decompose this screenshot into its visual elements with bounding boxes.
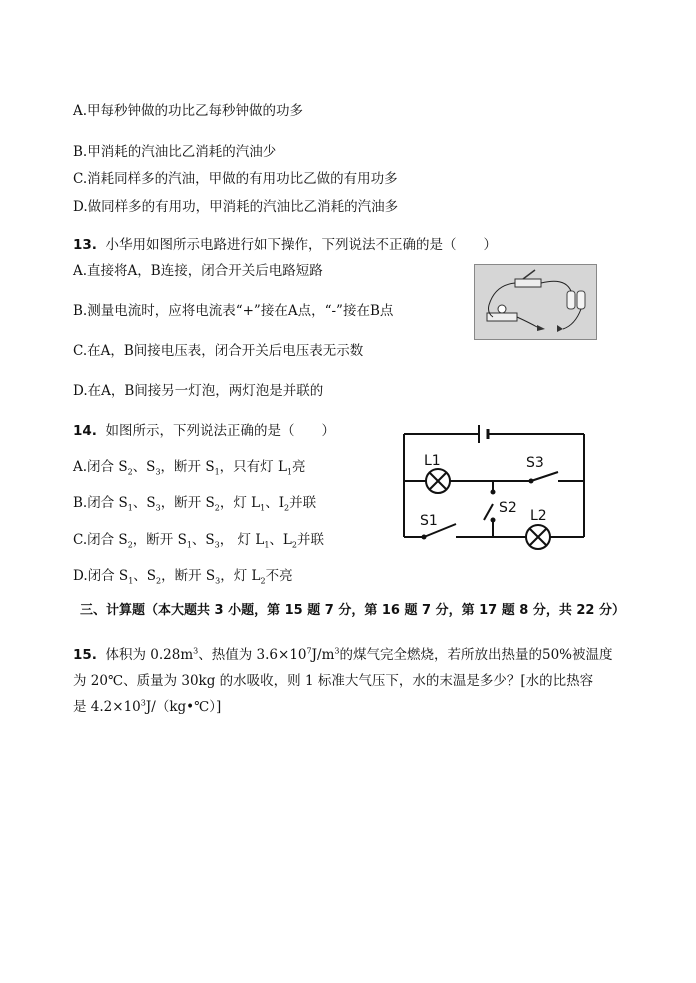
q13-number: 13. bbox=[73, 237, 97, 253]
q13-stem bbox=[73, 236, 497, 254]
q12-option-c: C.消耗同样多的汽油，甲做的有用功比乙做的有用功多 bbox=[73, 171, 398, 187]
q15-number: 15. bbox=[73, 647, 97, 663]
label-l1: L1 bbox=[424, 453, 441, 469]
q14-stem-text: 如图所示，下列说法正确的是（ ） bbox=[105, 423, 336, 439]
q14-option-a: A.闭合 $S_2$、$S_3$，断开 $S_1$，只有灯 $L_1$亮 bbox=[73, 459, 306, 477]
q14-circuit-diagram bbox=[396, 420, 592, 560]
q14-stem bbox=[73, 422, 335, 440]
q15-line-1: 15. 体积为 $0.28m^3$、热值为 $3.6\times 10^7J/m^3$的煤气完全燃烧，若所放出热量的50%被温度 bbox=[73, 646, 613, 663]
label-s2: S2 bbox=[499, 500, 517, 516]
q13-circuit-photo bbox=[474, 264, 597, 340]
q14-option-d: D.闭合 $S_1$、$S_2$，断开 $S_3$，灯 $L_2$不亮 bbox=[73, 568, 293, 586]
lamp-l2 bbox=[526, 525, 550, 549]
q13-stem-text: 小华用如图所示电路进行如下操作，下列说法不正确的是（ ） bbox=[105, 237, 498, 253]
switch-s2-blade bbox=[484, 504, 493, 520]
q14-option-c: C.闭合 $S_2$，断开 $S_1$、$S_3$， 灯 $L_1$、$L_2$并联 bbox=[73, 532, 324, 550]
q12-option-a: A.甲每秒钟做的功比乙每秒钟做的功多 bbox=[73, 103, 304, 119]
q13-option-c: C.在A，B间接电压表，闭合开关后电压表无示数 bbox=[73, 343, 364, 359]
q12-option-b: B.甲消耗的汽油比乙消耗的汽油少 bbox=[73, 144, 277, 160]
q15-line-2: 为 20℃、质量为 30kg 的水吸收，则 1 标准大气压下，水的末温是多少？[水的比热容 bbox=[73, 673, 594, 689]
q13-option-d: D.在A，B间接另一灯泡，两灯泡是并联的 bbox=[73, 383, 324, 399]
q12-option-d: D.做同样多的有用功，甲消耗的汽油比乙消耗的汽油多 bbox=[73, 199, 399, 215]
q14-number: 14. bbox=[73, 423, 97, 439]
q15-line-3: 是 $4.2\times 10^3J/(kg•℃)$] bbox=[73, 698, 222, 715]
q13-option-a: A.直接将A，B连接，闭合开关后电路短路 bbox=[73, 263, 323, 279]
label-s1: S1 bbox=[420, 513, 438, 529]
circuit-photo-image bbox=[475, 265, 596, 339]
section-3-heading: 三、计算题（本大题共 3 小题，第 15 题 7 分，第 16 题 7 分，第 17 题 8 分，共 22 分） bbox=[80, 603, 625, 618]
label-s3: S3 bbox=[526, 455, 544, 471]
switch-s3-blade bbox=[531, 472, 558, 481]
label-l2: L2 bbox=[530, 508, 547, 524]
lamp-l1 bbox=[426, 469, 450, 493]
q13-option-b: B.测量电流时，应将电流表“+”接在A点，“-”接在B点 bbox=[73, 303, 394, 319]
q14-option-b: B.闭合 $S_1$、$S_3$，断开 $S_2$，灯 $L_1$、$I_2$并联 bbox=[73, 495, 317, 513]
